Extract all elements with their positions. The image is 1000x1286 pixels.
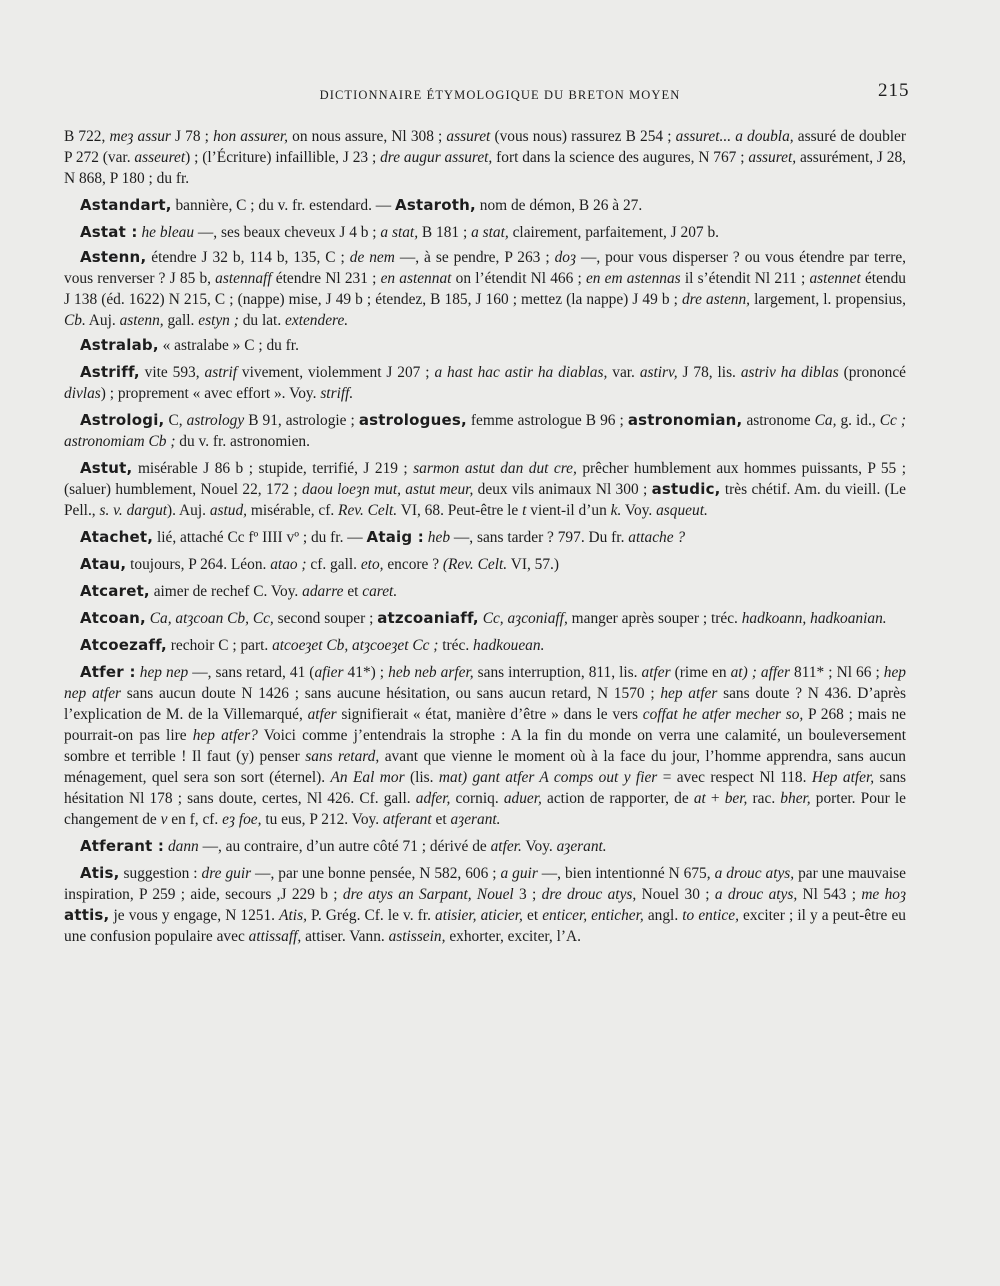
italic-text: daou loeȝn mut, astut meur, [302, 481, 474, 498]
entry-text: VI, 57.) [507, 556, 560, 573]
italic-text: a stat, [471, 224, 509, 241]
entry-text: B 181 ; [418, 224, 472, 241]
italic-text: hep atfer [660, 685, 718, 702]
italic-text: astirv, [639, 364, 678, 381]
italic-text: coffat he atfer mecher so, [642, 706, 804, 723]
headword: Astandart, [80, 196, 172, 214]
entry-atachet [64, 527, 906, 548]
italic-text: astrology [186, 412, 245, 429]
entry-astat [64, 222, 906, 243]
entry-text: B 722, [64, 128, 110, 145]
running-title: DICTIONNAIRE ÉTYMOLOGIQUE DU BRETON MOYEN [319, 88, 681, 102]
entry-text: femme astrologue B 96 ; [466, 412, 628, 429]
italic-text: eȝ foe, [222, 811, 262, 828]
headword: Atcoan, [80, 609, 146, 627]
headword: Astat : [80, 223, 138, 241]
italic-text: hadkouean. [473, 637, 545, 654]
entry-assuret_cont [64, 126, 906, 189]
italic-text: atfer [307, 706, 337, 723]
entry-text: en f, cf. [167, 811, 223, 828]
italic-text: Cb. [64, 312, 86, 329]
entry-text: —, au contraire, d’un autre côté 71 ; dérivé de [198, 838, 491, 855]
italic-text: de nem [349, 249, 395, 266]
italic-text: en astennat [380, 270, 452, 287]
entry-text: vivement, violemment J 207 ; [237, 364, 435, 381]
entry-text: = avec respect Nl 118. [657, 769, 812, 786]
entry-text: signifierait « état, manière d’être » dans le vers [336, 706, 643, 723]
italic-text: a drouc atys, [714, 886, 798, 903]
entry-text: « astralabe » C ; du fr. [158, 337, 299, 354]
entry-text: par une mauvaise inspiration, P 259 ; aide, secours ,J 229 b ; [64, 865, 906, 903]
entry-text: Voy. [621, 502, 657, 519]
italic-text: hadkoann, hadkoanian. [741, 610, 887, 627]
entry-text: sans interruption, 811, lis. [473, 664, 642, 681]
entry-text: Nouel 30 ; [636, 886, 715, 903]
entry-text: fort dans la science des augures, N 767 ; [492, 149, 749, 166]
entry-text: manger après souper ; tréc. [567, 610, 742, 627]
italic-text: enticer, enticher, [542, 907, 644, 924]
headword: Astralab, [80, 336, 159, 354]
italic-text: An Eal mor [330, 769, 405, 786]
headword: astudic, [651, 480, 721, 498]
italic-text: v [160, 811, 168, 828]
entry-astut [64, 458, 906, 521]
entry-text: assuré de doubler P 272 (var. [64, 128, 906, 166]
entry-text: g. id., [836, 412, 880, 429]
entry-text: —, pour vous disperser ? ou vous étendre par terre, vous renverser ? J 85 b, [64, 249, 907, 287]
entry-text: —, à se pendre, P 263 ; [394, 249, 555, 266]
entry-text: vite 593, [139, 364, 205, 381]
italic-text: atisier, aticier, [435, 907, 523, 924]
entry-atfer [64, 662, 906, 830]
entry-text: aimer de rechef C. Voy. [149, 583, 303, 600]
italic-text: k. [610, 502, 622, 519]
headword: Atferant : [80, 837, 165, 855]
entry-text: suggestion : [119, 865, 202, 882]
italic-text: atfer. [490, 838, 522, 855]
entry-text: ) ; (l’Écriture) infaillible, J 23 ; [185, 149, 381, 166]
entry-text: vient-il d’un [526, 502, 611, 519]
headword: Atau, [80, 555, 127, 573]
headword: astrologues, [358, 411, 467, 429]
headword: Atcoezaff, [80, 636, 167, 654]
entry-text: étendre Nl 231 ; [271, 270, 381, 287]
entry-atferant [64, 836, 906, 857]
italic-text: Atis, [279, 907, 307, 924]
headword: Astaroth, [395, 196, 476, 214]
entry-text: très chétif. Am. du vieill. (Le Pell., [64, 481, 906, 519]
entry-text: —, ses beaux cheveux J 4 b ; [194, 224, 381, 241]
italic-text: aȝerant. [450, 811, 501, 828]
italic-text: hon assurer, [213, 128, 289, 145]
entry-text: misérable J 86 b ; stupide, terrifié, J 219 ; [132, 460, 414, 477]
entry-text: second souper ; [273, 610, 378, 627]
entry-text: exhorter, exciter, l’A. [445, 928, 581, 945]
entry-text: tréc. [438, 637, 474, 654]
entry-text: porter. Pour le changement de [64, 790, 906, 828]
italic-text: asqueut. [656, 502, 708, 519]
entry-astenn [64, 247, 906, 331]
entry-text: action de rapporter, de [541, 790, 694, 807]
entry-text: (lis. [404, 769, 439, 786]
italic-text: meȝ assur [109, 128, 171, 145]
entry-text: sans hésitation Nl 178 ; sans doute, certes, Nl 426. Cf. gall. [64, 769, 907, 807]
entry-text: + [705, 790, 725, 807]
headword: Astriff, [80, 363, 140, 381]
entry-text: 3 ; [513, 886, 542, 903]
italic-text: astennet [809, 270, 861, 287]
italic-text: aduer, [503, 790, 542, 807]
italic-text: atcoeȝet Cb, atȝcoeȝet Cc ; [272, 637, 439, 654]
italic-text: s. v. dargut [99, 502, 168, 519]
italic-text: attache ? [628, 529, 686, 546]
italic-text: ber, [724, 790, 748, 807]
entry-text: (rime en [670, 664, 731, 681]
entry-text: nom de démon, B 26 à 27. [475, 197, 643, 214]
entry-text: gall. [163, 312, 199, 329]
entry-text: toujours, P 264. Léon. [126, 556, 271, 573]
italic-text: t [522, 502, 527, 519]
italic-text: attissaff, [248, 928, 302, 945]
italic-text: bher, [780, 790, 811, 807]
italic-text: Cc, aȝconiaff, [482, 610, 568, 627]
italic-text: en em astennas [585, 270, 681, 287]
italic-text: astriv ha diblas [740, 364, 839, 381]
headword: Atis, [80, 864, 120, 882]
italic-text: Ca, [814, 412, 837, 429]
italic-text: a guir [500, 865, 538, 882]
entry-text: sans aucun doute N 1426 ; sans aucune hésitation, ou sans aucun retard, N 1570 ; [121, 685, 661, 702]
italic-text: estyn ; [198, 312, 239, 329]
italic-text: eto, [360, 556, 384, 573]
entry-text: exciter ; il y a peut-être eu une confusion populaire avec [64, 907, 906, 945]
entry-atcoan [64, 608, 906, 629]
italic-text: a drouc atys, [714, 865, 795, 882]
entry-text: —, sans retard, 41 ( [188, 664, 315, 681]
italic-text: adarre [302, 583, 344, 600]
italic-text: aȝerant. [556, 838, 607, 855]
entry-text: sans doute ? N 436. D’après l’explication de M. de la Villemarqué, [64, 685, 907, 723]
italic-text: dre guir [201, 865, 252, 882]
italic-text: heb [427, 529, 451, 546]
entry-text: bannière, C ; du v. fr. estendard. — [171, 197, 396, 214]
italic-text: assuret, [748, 149, 797, 166]
headword: Ataig : [366, 528, 424, 546]
entry-text: on nous assure, Nl 308 ; [288, 128, 447, 145]
entry-text: 811* ; Nl 66 ; [789, 664, 884, 681]
entry-atau [64, 554, 906, 575]
italic-text: extendere. [285, 312, 349, 329]
italic-text: Rev. Celt. [338, 502, 398, 519]
italic-text: dre drouc atys, [541, 886, 637, 903]
italic-text: adfer, [415, 790, 451, 807]
headword: atzcoaniaff, [377, 609, 479, 627]
italic-text: striff. [320, 385, 354, 402]
italic-text: heb neb arfer, [388, 664, 474, 681]
headword: Astrologi, [80, 411, 165, 429]
italic-text: hep nep atfer [64, 664, 906, 702]
entry-text: P 268 ; mais ne pourrait-on pas lire [64, 706, 906, 744]
italic-text: a hast hac astir ha diablas, [434, 364, 608, 381]
italic-text: astenn, [119, 312, 164, 329]
italic-text: hep atfer? [192, 727, 258, 744]
entry-text: cf. gall. [306, 556, 361, 573]
italic-text: sans retard, [305, 748, 380, 765]
italic-text: caret. [362, 583, 398, 600]
entry-atis [64, 863, 906, 947]
entry-astandart [64, 195, 906, 216]
italic-text: dre astenn, [681, 291, 751, 308]
entry-text: assurément, J 28, N 868, P 180 ; du fr. [64, 149, 907, 187]
entry-text: var. [607, 364, 640, 381]
entry-text: misérable, cf. [247, 502, 339, 519]
dictionary-entries [64, 126, 906, 953]
entry-text: P. Grég. Cf. le v. fr. [306, 907, 436, 924]
italic-text: astennaff [215, 270, 272, 287]
italic-text: sarmon astut dan dut cre, [413, 460, 577, 477]
entry-text: ). Auj. [167, 502, 210, 519]
entry-text: étendu J 138 (éd. 1622) N 215, C ; (nappe) mise, J 49 b ; étendez, B 185, J 160 ; mettez (la nappe) J 49 b ; [64, 270, 906, 308]
entry-text: et [431, 811, 451, 828]
page-number: 215 [878, 80, 910, 101]
headword: Atachet, [80, 528, 154, 546]
entry-text: il s’étendit Nl 211 ; [680, 270, 810, 287]
headword: Atfer : [80, 663, 136, 681]
entry-text: du lat. [238, 312, 286, 329]
italic-text: atferant [382, 811, 432, 828]
headword: astronomian, [627, 411, 743, 429]
entry-text: Auj. [85, 312, 120, 329]
entry-text: ) ; proprement « avec effort ». Voy. [100, 385, 321, 402]
entry-text: 41*) ; [343, 664, 389, 681]
italic-text: astrif [204, 364, 238, 381]
entry-text: —, bien intentionné N 675, [537, 865, 715, 882]
entry-text: —, sans tarder ? 797. Du fr. [450, 529, 629, 546]
italic-text: afier [314, 664, 344, 681]
italic-text: atfer [641, 664, 671, 681]
entry-text: attiser. Vann. [301, 928, 389, 945]
italic-text: (Rev. Celt. [442, 556, 508, 573]
entry-text: angl. [643, 907, 683, 924]
headword: Astut, [80, 459, 133, 477]
entry-text: étendre J 32 b, 114 b, 135, C ; [146, 249, 350, 266]
entry-text: J 78 ; [170, 128, 214, 145]
entry-text: prêcher humblement aux hommes puissants, P 55 ; (saluer) humblement, Nouel 22, 172 ; [64, 460, 907, 498]
italic-text: dre atys an Sarpant, Nouel [342, 886, 514, 903]
entry-astralab [64, 335, 906, 356]
italic-text: dre augur assuret, [380, 149, 493, 166]
italic-text: Hep atfer, [811, 769, 875, 786]
italic-text: divlas [64, 385, 101, 402]
entry-text: rechoir C ; part. [166, 637, 273, 654]
entry-text: corniq. [450, 790, 504, 807]
italic-text: atao ; [270, 556, 307, 573]
entry-text: lié, attaché Cc fº IIII vº ; du fr. — [153, 529, 367, 546]
entry-text: avant que vienne le moment où à la face du jour, l’homme apprendra, sans aucun ménagement, quel sera son sort (éternel). [64, 748, 906, 786]
italic-text: astissein, [388, 928, 446, 945]
italic-text: astud, [209, 502, 248, 519]
entry-text: encore ? [383, 556, 443, 573]
italic-text: dann [167, 838, 199, 855]
italic-text: to entice, [682, 907, 739, 924]
entry-text: B 91, astrologie ; [244, 412, 359, 429]
entry-text: et [522, 907, 543, 924]
entry-text: largement, l. propensius, [750, 291, 906, 308]
entry-text: (prononcé [838, 364, 906, 381]
italic-text: Cc ; astronomiam Cb ; [64, 412, 907, 450]
italic-text: mat) gant atfer A comps out y fier [438, 769, 658, 786]
italic-text: assuret [446, 128, 491, 145]
italic-text: me hoȝ [861, 886, 907, 903]
entry-text: rac. [747, 790, 781, 807]
entry-astriff [64, 362, 906, 404]
entry-text: tu eus, P 212. Voy. [261, 811, 383, 828]
entry-atcoezaff [64, 635, 906, 656]
headword: Astenn, [80, 248, 147, 266]
italic-text: Ca, atȝcoan Cb, Cc, [149, 610, 274, 627]
italic-text: hep nep [139, 664, 189, 681]
italic-text: a stat, [380, 224, 419, 241]
italic-text: asseuret [134, 149, 186, 166]
entry-text: Nl 543 ; [797, 886, 862, 903]
entry-text: C, [164, 412, 187, 429]
italic-text: at [693, 790, 706, 807]
italic-text: assuret... a doubla, [675, 128, 794, 145]
entry-text: et [343, 583, 363, 600]
headword: Atcaret, [80, 582, 150, 600]
entry-text: astronome [742, 412, 815, 429]
italic-text: doȝ [554, 249, 576, 266]
entry-text: J 78, lis. [677, 364, 741, 381]
entry-text: Voy. [521, 838, 557, 855]
entry-text: VI, 68. Peut-être le [397, 502, 523, 519]
entry-text: —, par une bonne pensée, N 582, 606 ; [251, 865, 501, 882]
entry-text: (vous nous) rassurez B 254 ; [490, 128, 676, 145]
entry-text: du v. fr. astronomien. [175, 433, 310, 450]
entry-astrologi [64, 410, 906, 452]
entry-text: Voici comme j’entendrais la strophe : A la fin du monde on verra une calamité, un bouleversement sombre et terrible ! Il faut (y) penser [64, 727, 906, 765]
italic-text: he bleau [141, 224, 195, 241]
italic-text: at) ; affer [730, 664, 790, 681]
entry-text: clairement, parfaitement, J 207 b. [508, 224, 719, 241]
entry-text: on l’étendit Nl 466 ; [451, 270, 586, 287]
entry-atcaret [64, 581, 906, 602]
entry-text: je vous y engage, N 1251. [109, 907, 280, 924]
headword: attis, [64, 906, 110, 924]
entry-text: deux vils animaux Nl 300 ; [473, 481, 652, 498]
